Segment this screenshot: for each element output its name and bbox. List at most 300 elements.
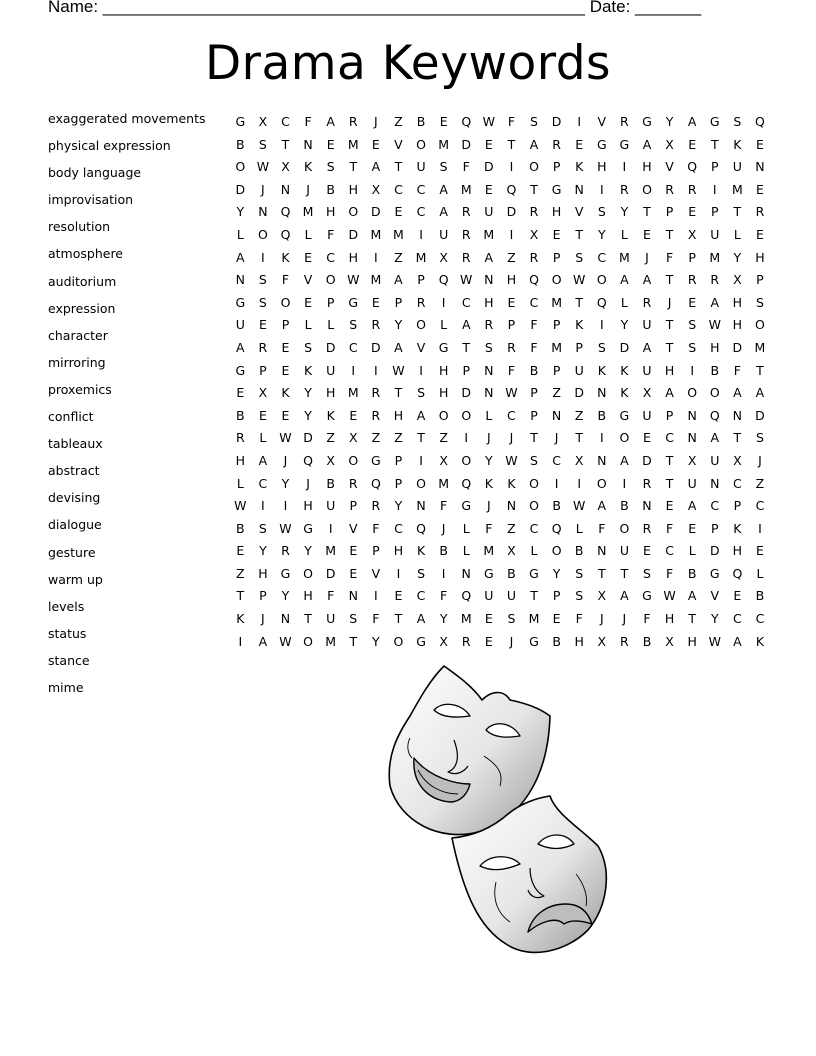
grid-letter: Q — [280, 204, 291, 220]
grid-row — [229, 451, 771, 474]
grid-letter: I — [577, 475, 582, 491]
grid-letter: K — [484, 475, 493, 491]
grid-letter: I — [374, 588, 378, 604]
word-item: tableaux — [48, 436, 103, 452]
grid-letter: E — [394, 204, 403, 220]
grid-letter: D — [551, 114, 562, 129]
grid-letter: B — [642, 633, 652, 649]
grid-letter: Y — [485, 452, 493, 468]
grid-letter: I — [238, 633, 243, 649]
grid-letter: Y — [304, 407, 312, 423]
grid-letter: S — [597, 339, 606, 355]
grid-letter: U — [416, 159, 426, 175]
word-item: status — [48, 625, 87, 641]
grid-letter: I — [441, 565, 446, 581]
grid-letter: R — [371, 385, 381, 401]
grid-letter: T — [417, 430, 425, 446]
grid-letter: C — [281, 114, 290, 129]
grid-letter: P — [394, 475, 403, 491]
grid-letter: P — [507, 317, 516, 333]
grid-letter: X — [258, 114, 268, 129]
grid-letter: A — [687, 588, 697, 604]
grid-row — [229, 202, 771, 225]
grid-letter: E — [326, 136, 335, 152]
grid-letter: M — [754, 339, 766, 355]
grid-letter: G — [416, 633, 426, 649]
grid-letter: N — [280, 611, 291, 627]
grid-letter: E — [281, 362, 290, 378]
grid-letter: E — [552, 226, 561, 242]
grid-letter: T — [665, 452, 674, 468]
grid-letter: V — [597, 114, 607, 129]
grid-letter: H — [325, 204, 336, 220]
grid-letter: E — [281, 407, 290, 423]
grid-letter: C — [416, 181, 426, 197]
grid-letter: Y — [281, 475, 290, 491]
grid-letter: U — [642, 407, 652, 423]
grid-letter: S — [258, 294, 267, 310]
grid-letter: I — [261, 498, 265, 514]
grid-letter: O — [529, 475, 539, 491]
grid-letter: B — [236, 136, 245, 152]
grid-letter: Y — [281, 588, 290, 604]
grid-letter: Y — [552, 565, 561, 581]
grid-letter: C — [597, 249, 607, 265]
grid-letter: A — [642, 136, 652, 152]
grid-letter: H — [393, 407, 404, 423]
grid-letter: O — [551, 272, 562, 288]
grid-letter: Y — [236, 204, 245, 220]
grid-letter: R — [461, 249, 471, 265]
grid-letter: A — [461, 317, 471, 333]
grid-letter: L — [620, 226, 628, 242]
grid-letter: X — [371, 181, 381, 197]
grid-letter: T — [575, 430, 584, 446]
grid-letter: M — [325, 633, 337, 649]
grid-letter: I — [554, 475, 559, 491]
grid-letter: T — [733, 430, 742, 446]
grid-letter: O — [461, 407, 472, 423]
grid-row — [229, 586, 771, 609]
grid-letter: O — [257, 226, 268, 242]
grid-letter: U — [326, 611, 336, 627]
grid-letter: O — [348, 204, 359, 220]
grid-letter: P — [552, 362, 561, 378]
grid-letter: U — [439, 226, 449, 242]
grid-letter: G — [551, 181, 562, 197]
grid-letter: F — [281, 272, 290, 288]
grid-letter: O — [303, 633, 313, 649]
grid-letter: P — [552, 159, 561, 175]
grid-letter: H — [687, 633, 697, 649]
grid-letter: K — [326, 407, 335, 423]
grid-letter: P — [394, 452, 403, 468]
grid-letter: U — [574, 362, 584, 378]
grid-letter: Q — [687, 159, 698, 175]
grid-letter: N — [235, 272, 245, 288]
grid-letter: G — [235, 294, 246, 310]
word-item: proxemics — [48, 381, 112, 397]
grid-letter: E — [439, 114, 448, 129]
grid-letter: A — [755, 385, 765, 401]
grid-letter: D — [303, 430, 313, 446]
grid-letter: W — [482, 114, 496, 129]
grid-letter: G — [348, 294, 359, 310]
grid-letter: M — [302, 204, 314, 220]
grid-letter: E — [484, 633, 493, 649]
grid-letter: X — [665, 136, 674, 152]
grid-letter: T — [575, 294, 584, 310]
grid-letter: F — [440, 498, 448, 514]
grid-letter: Y — [372, 633, 380, 649]
grid-letter: N — [416, 498, 426, 514]
grid-letter: Z — [552, 385, 561, 401]
grid-letter: M — [438, 136, 450, 152]
grid-letter: F — [643, 611, 651, 627]
grid-row — [229, 632, 771, 655]
grid-letter: E — [371, 294, 380, 310]
grid-letter: Z — [236, 565, 245, 581]
grid-letter: A — [642, 272, 652, 288]
grid-letter: E — [304, 249, 313, 265]
grid-letter: E — [484, 181, 493, 197]
grid-letter: F — [304, 114, 312, 129]
grid-letter: H — [710, 339, 720, 355]
grid-letter: L — [236, 475, 244, 491]
grid-letter: Y — [665, 114, 674, 129]
grid-letter: G — [303, 520, 313, 536]
grid-letter: W — [708, 317, 721, 333]
grid-letter: C — [461, 294, 471, 310]
grid-letter: A — [416, 407, 426, 423]
grid-letter: H — [348, 249, 358, 265]
grid-letter: D — [732, 339, 743, 355]
grid-letter: D — [461, 136, 472, 152]
grid-letter: M — [438, 475, 450, 491]
grid-letter: J — [509, 633, 514, 649]
grid-letter: N — [461, 565, 471, 581]
grid-letter: T — [530, 588, 538, 604]
grid-letter: N — [484, 272, 494, 288]
grid-letter: F — [507, 362, 516, 378]
grid-letter: T — [665, 475, 674, 491]
grid-letter: B — [507, 565, 516, 581]
grid-letter: A — [484, 249, 494, 265]
grid-letter: M — [731, 181, 743, 197]
grid-letter: M — [483, 543, 495, 559]
grid-letter: N — [687, 430, 697, 446]
grid-row — [229, 406, 771, 429]
grid-letter: P — [552, 249, 561, 265]
grid-letter: S — [755, 430, 764, 446]
grid-letter: O — [303, 565, 313, 581]
word-item: atmosphere — [48, 246, 123, 262]
grid-letter: G — [709, 565, 720, 581]
grid-letter: E — [643, 226, 651, 242]
grid-letter: E — [552, 611, 561, 627]
grid-letter: Y — [394, 317, 403, 333]
grid-letter: N — [551, 407, 562, 423]
grid-letter: L — [756, 565, 764, 581]
grid-letter: G — [642, 114, 652, 129]
grid-letter: N — [280, 181, 291, 197]
grid-letter: N — [597, 543, 607, 559]
grid-letter: Y — [259, 543, 267, 559]
grid-letter: B — [620, 498, 629, 514]
word-item: abstract — [48, 463, 100, 479]
grid-letter: Y — [620, 317, 629, 333]
grid-letter: O — [529, 498, 539, 514]
grid-letter: P — [530, 407, 538, 423]
grid-letter: T — [236, 588, 245, 604]
grid-row — [229, 225, 771, 248]
grid-letter: H — [574, 633, 584, 649]
grid-letter: H — [303, 588, 313, 604]
grid-letter: I — [419, 452, 423, 468]
grid-letter: A — [597, 498, 607, 514]
grid-letter: G — [529, 565, 539, 581]
grid-letter: P — [733, 498, 742, 514]
grid-letter: N — [258, 204, 268, 220]
grid-letter: Q — [732, 565, 743, 581]
word-item: stance — [48, 652, 90, 668]
grid-letter: J — [283, 452, 288, 468]
grid-letter: X — [733, 272, 742, 288]
grid-letter: G — [280, 565, 291, 581]
grid-letter: C — [552, 452, 561, 468]
grid-letter: P — [326, 294, 335, 310]
grid-row — [229, 496, 771, 519]
grid-letter: L — [530, 543, 538, 559]
grid-letter: P — [462, 362, 470, 378]
grid-letter: K — [416, 543, 426, 559]
grid-letter: G — [235, 362, 246, 378]
grid-letter: C — [326, 249, 336, 265]
word-item: improvisation — [48, 192, 134, 208]
grid-letter: A — [529, 136, 539, 152]
grid-letter: E — [733, 588, 742, 604]
grid-letter: S — [688, 339, 697, 355]
grid-letter: R — [642, 294, 652, 310]
word-item: gesture — [48, 544, 96, 560]
grid-letter: P — [281, 317, 290, 333]
grid-letter: A — [620, 452, 629, 468]
grid-letter: F — [327, 588, 335, 604]
word-item: physical expression — [48, 138, 171, 154]
grid-row — [229, 609, 771, 632]
grid-letter: W — [279, 430, 292, 446]
grid-letter: R — [552, 136, 561, 152]
grid-letter: Z — [507, 520, 516, 536]
grid-letter: Q — [529, 272, 539, 288]
grid-letter: Z — [371, 430, 381, 446]
grid-letter: A — [687, 498, 697, 514]
grid-letter: P — [665, 204, 674, 220]
grid-letter: F — [485, 520, 493, 536]
grid-letter: O — [416, 136, 426, 152]
grid-letter: I — [374, 362, 378, 378]
grid-letter: T — [620, 565, 629, 581]
grid-letter: S — [688, 317, 697, 333]
grid-letter: U — [642, 317, 652, 333]
name-date-line: Name: ___________________________________________________ Date: _______ — [48, 0, 702, 16]
grid-letter: R — [371, 317, 381, 333]
grid-letter: E — [575, 136, 584, 152]
grid-letter: L — [236, 226, 244, 242]
grid-row — [229, 157, 771, 180]
grid-letter: F — [372, 611, 380, 627]
grid-letter: D — [484, 159, 494, 175]
grid-letter: G — [235, 114, 246, 129]
grid-letter: M — [393, 226, 404, 242]
grid-letter: I — [441, 294, 446, 310]
grid-letter: I — [599, 181, 604, 197]
word-item: warm up — [48, 571, 103, 587]
grid-letter: P — [417, 272, 425, 288]
grid-letter: O — [280, 294, 291, 310]
grid-letter: I — [261, 249, 265, 265]
grid-letter: X — [597, 633, 607, 649]
grid-letter: M — [370, 272, 382, 288]
grid-letter: R — [371, 498, 381, 514]
grid-letter: R — [529, 204, 539, 220]
grid-letter: H — [755, 249, 765, 265]
grid-letter: O — [619, 430, 630, 446]
grid-letter: B — [687, 565, 697, 581]
grid-letter: K — [620, 362, 629, 378]
grid-letter: K — [755, 633, 765, 649]
grid-letter: R — [620, 181, 629, 197]
grid-letter: A — [733, 385, 742, 401]
grid-letter: E — [643, 430, 651, 446]
grid-letter: V — [394, 136, 403, 152]
grid-letter: H — [597, 159, 607, 175]
grid-letter: J — [758, 452, 762, 468]
grid-letter: O — [687, 385, 698, 401]
grid-letter: R — [461, 204, 471, 220]
grid-letter: S — [530, 452, 538, 468]
grid-letter: J — [554, 430, 559, 446]
grid-letter: B — [236, 407, 245, 423]
grid-letter: O — [416, 475, 426, 491]
grid-letter: L — [304, 226, 312, 242]
grid-letter: E — [394, 588, 403, 604]
grid-letter: O — [755, 317, 765, 333]
grid-letter: W — [573, 498, 586, 514]
grid-letter: E — [756, 543, 764, 559]
grid-letter: R — [484, 317, 494, 333]
grid-letter: F — [598, 520, 606, 536]
grid-row — [229, 293, 771, 316]
grid-letter: I — [283, 498, 288, 514]
grid-letter: P — [710, 159, 719, 175]
grid-letter: X — [507, 543, 516, 559]
grid-letter: C — [710, 498, 720, 514]
grid-letter: I — [351, 362, 356, 378]
grid-letter: I — [690, 362, 695, 378]
grid-letter: L — [620, 294, 628, 310]
grid-letter: K — [281, 385, 290, 401]
grid-letter: Q — [416, 520, 426, 536]
grid-letter: N — [597, 385, 607, 401]
grid-letter: S — [349, 611, 358, 627]
grid-letter: H — [235, 452, 245, 468]
grid-letter: U — [326, 362, 336, 378]
grid-letter: B — [326, 181, 335, 197]
grid-letter: G — [642, 588, 652, 604]
grid-letter: H — [258, 565, 268, 581]
grid-letter: Q — [461, 588, 472, 604]
grid-letter: G — [438, 339, 449, 355]
grid-letter: Q — [506, 181, 517, 197]
grid-letter: L — [485, 407, 493, 423]
grid-letter: A — [620, 272, 629, 288]
grid-letter: U — [484, 204, 494, 220]
grid-letter: Z — [394, 114, 403, 129]
grid-letter: C — [416, 588, 426, 604]
grid-row — [229, 564, 771, 587]
grid-letter: Y — [597, 226, 606, 242]
grid-letter: P — [552, 317, 561, 333]
grid-letter: T — [281, 136, 290, 152]
grid-letter: Y — [394, 498, 403, 514]
grid-letter: W — [505, 385, 518, 401]
grid-letter: M — [709, 249, 721, 265]
grid-letter: P — [552, 588, 561, 604]
grid-letter: N — [597, 452, 607, 468]
grid-letter: Q — [709, 407, 720, 423]
grid-letter: Y — [620, 204, 629, 220]
grid-letter: U — [235, 317, 245, 333]
grid-letter: J — [645, 249, 649, 265]
grid-letter: W — [573, 272, 586, 288]
grid-letter: D — [619, 339, 630, 355]
grid-letter: I — [712, 181, 717, 197]
grid-letter: D — [325, 565, 336, 581]
grid-letter: C — [529, 294, 539, 310]
grid-letter: E — [349, 407, 358, 423]
grid-letter: W — [392, 362, 405, 378]
grid-letter: I — [577, 114, 582, 129]
grid-letter: A — [394, 272, 403, 288]
grid-letter: L — [259, 430, 267, 446]
grid-letter: X — [348, 430, 358, 446]
grid-letter: H — [303, 498, 313, 514]
grid-letter: F — [530, 317, 538, 333]
grid-letter: W — [279, 633, 292, 649]
grid-letter: C — [665, 543, 674, 559]
grid-letter: S — [484, 339, 493, 355]
grid-letter: C — [755, 611, 765, 627]
grid-letter: U — [642, 362, 652, 378]
grid-letter: D — [709, 543, 720, 559]
grid-letter: J — [306, 475, 310, 491]
grid-letter: O — [348, 452, 359, 468]
word-item: exaggerated movements — [48, 111, 206, 126]
grid-letter: X — [665, 633, 674, 649]
grid-letter: S — [439, 159, 448, 175]
grid-letter: R — [461, 226, 471, 242]
grid-letter: E — [688, 520, 697, 536]
grid-letter: R — [348, 475, 358, 491]
grid-letter: R — [642, 475, 652, 491]
grid-letter: S — [643, 565, 651, 581]
grid-letter: N — [642, 498, 652, 514]
grid-letter: S — [575, 565, 584, 581]
grid-letter: E — [258, 407, 267, 423]
grid-letter: I — [464, 430, 469, 446]
grid-letter: E — [665, 498, 674, 514]
